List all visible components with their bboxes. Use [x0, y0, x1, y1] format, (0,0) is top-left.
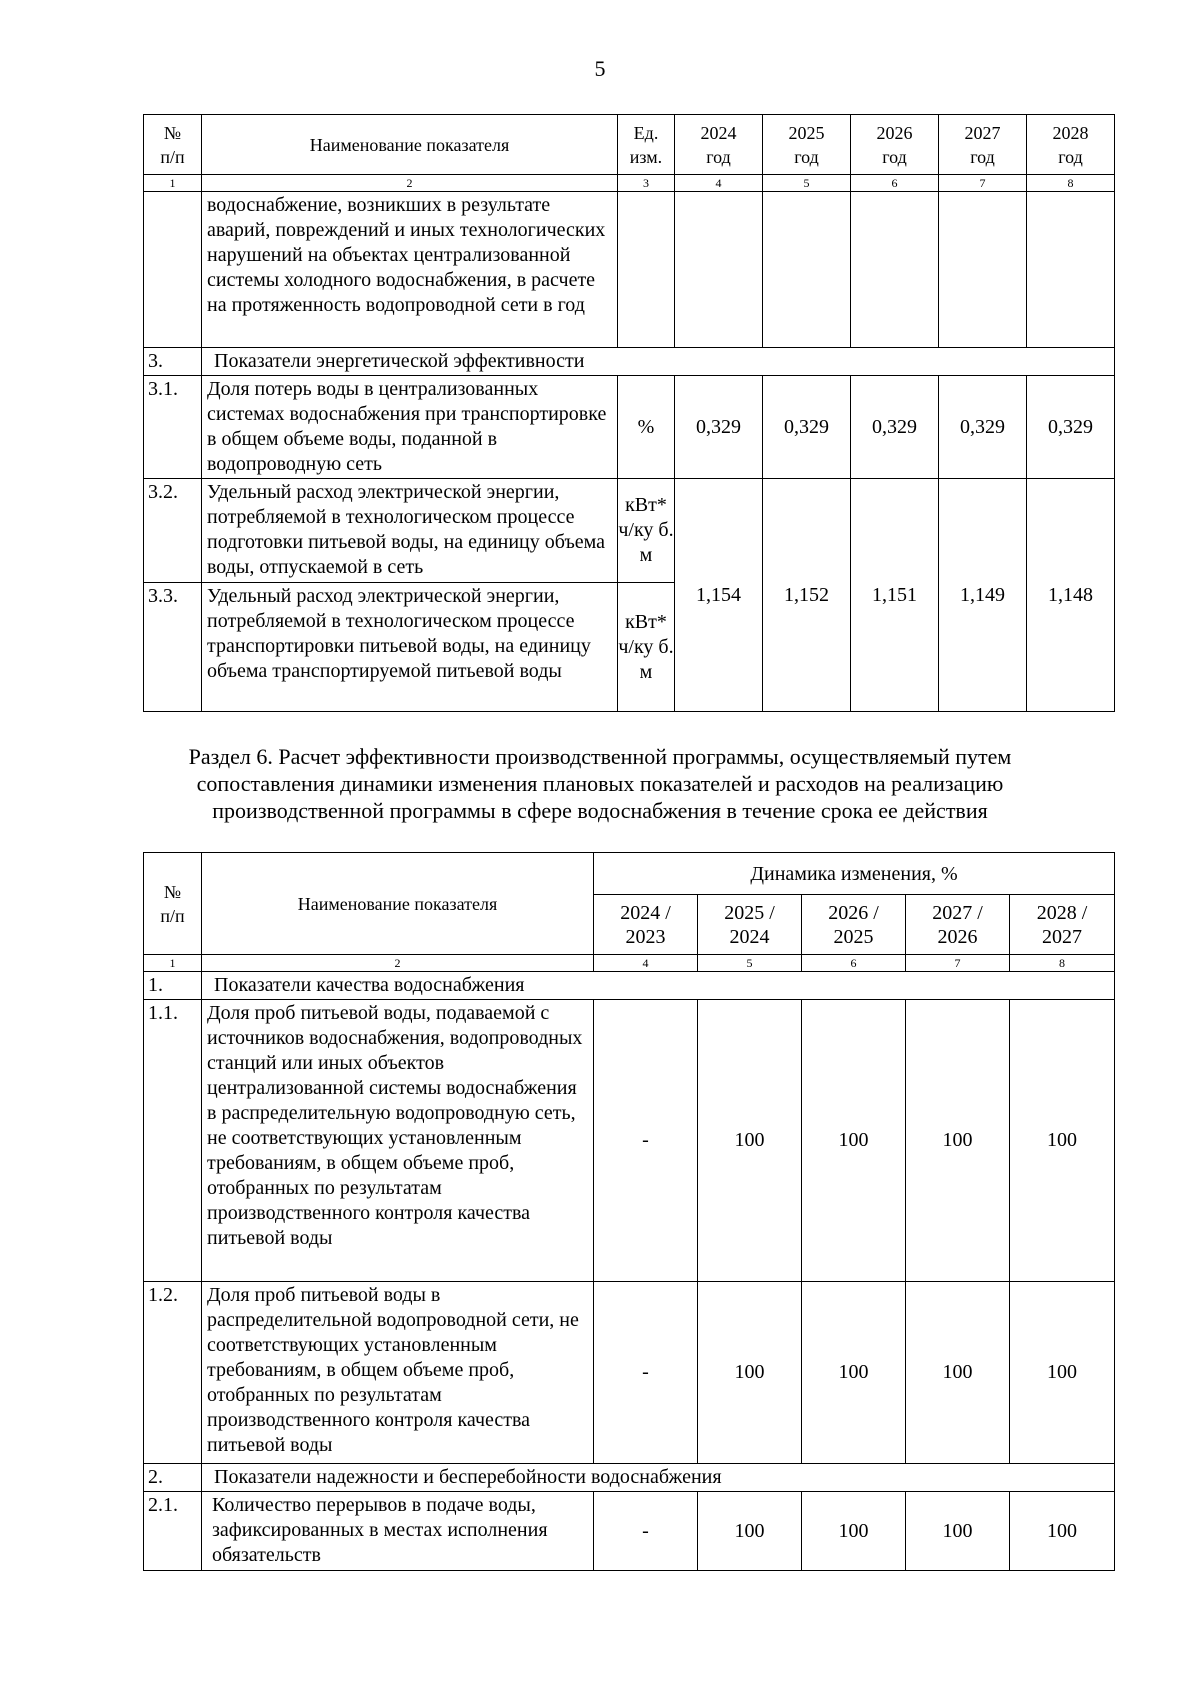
column-number: 4 — [675, 175, 763, 192]
section-row-2 — [144, 1464, 1115, 1492]
section-title: Показатели энергетической эффективности — [202, 348, 1115, 376]
column-number-row — [144, 175, 1115, 192]
section-title: Показатели качества водоснабжения — [202, 972, 1115, 1000]
column-number: 8 — [1027, 175, 1115, 192]
value-cell: 100 — [1010, 1492, 1115, 1571]
row-num-cell — [144, 192, 202, 348]
column-number: 6 — [851, 175, 939, 192]
row-num: 3.3. — [144, 583, 202, 712]
column-number: 2 — [202, 175, 618, 192]
value-cell — [675, 192, 763, 348]
table-row-continued — [144, 192, 1115, 348]
value-cell — [939, 192, 1027, 348]
indicators-table — [143, 114, 1115, 712]
row-unit: кВт* ч/ку б. м — [618, 583, 675, 712]
value-cell: - — [594, 1492, 698, 1571]
row-unit: кВт* ч/ку б. м — [618, 479, 675, 583]
value-2024: 0,329 — [675, 376, 763, 479]
value-2028: 0,329 — [1027, 376, 1115, 479]
column-number: 5 — [698, 955, 802, 972]
row-num: 1.2. — [144, 1282, 202, 1464]
value-cell: 100 — [698, 1492, 802, 1571]
column-number: 1 — [144, 175, 202, 192]
header-num: № п/п — [144, 853, 202, 955]
table-header-row — [144, 115, 1115, 175]
header-period: 2026 / 2025 — [802, 895, 906, 955]
header-year-2028: 2028 год — [1027, 115, 1115, 175]
header-period: 2024 / 2023 — [594, 895, 698, 955]
value-cell — [763, 192, 851, 348]
row-name: Доля потерь воды в централизованных системах водоснабжения при транспортировке в общем объеме воды, поданной в водопроводную сеть — [202, 376, 618, 479]
row-name: Доля проб питьевой воды, подаваемой с источников водоснабжения, водопроводных станций или иных объектов централизованной системы водоснабжения в распределительную водопроводную сеть, не соответствующих установленным требованиям, в общем объеме проб, отобранных по результатам производственного контроля качества питьевой воды — [202, 1000, 594, 1282]
header-unit: Ед. изм. — [618, 115, 675, 175]
header-period: 2025 / 2024 — [698, 895, 802, 955]
merged-value-2024: 1,154 — [675, 479, 763, 712]
column-number: 7 — [939, 175, 1027, 192]
row-num: 1.1. — [144, 1000, 202, 1282]
value-cell: 100 — [1010, 1282, 1115, 1464]
value-cell: 100 — [1010, 1000, 1115, 1282]
table-row-1-1 — [144, 1000, 1115, 1282]
value-cell: 100 — [906, 1492, 1010, 1571]
value-cell — [851, 192, 939, 348]
row-name: Количество перерывов в подаче воды, зафиксированных в местах исполнения обязательств — [202, 1492, 594, 1571]
row-name: Доля проб питьевой воды в распределительной водопроводной сети, не соответствующих установленным требованиям, в общем объеме проб, отобранных по результатам производственного контроля качества питьевой воды — [202, 1282, 594, 1464]
table-row-2-1 — [144, 1492, 1115, 1571]
value-2026: 0,329 — [851, 376, 939, 479]
heading-line: сопоставления динамики изменения плановых показателей и расходов на реализацию — [196, 771, 1004, 796]
row-name-cell: водоснабжение, возникших в результате аварий, повреждений и иных технологических нарушений на объектах централизованной системы холодного водоснабжения, в расчете на протяженность водопроводной сети в год — [202, 192, 618, 348]
section-num: 3. — [144, 348, 202, 376]
column-number: 5 — [763, 175, 851, 192]
column-number: 1 — [144, 955, 202, 972]
column-number: 8 — [1010, 955, 1115, 972]
dynamics-table — [143, 852, 1115, 1571]
value-cell — [1027, 192, 1115, 348]
column-number: 3 — [618, 175, 675, 192]
header-year-2025: 2025 год — [763, 115, 851, 175]
merged-value-2026: 1,151 — [851, 479, 939, 712]
value-cell: 100 — [802, 1492, 906, 1571]
page-number: 5 — [594, 56, 606, 81]
value-cell: 100 — [802, 1000, 906, 1282]
row-num: 3.1. — [144, 376, 202, 479]
header-name: Наименование показателя — [202, 115, 618, 175]
value-2027: 0,329 — [939, 376, 1027, 479]
merged-value-2027: 1,149 — [939, 479, 1027, 712]
merged-value-2028: 1,148 — [1027, 479, 1115, 712]
value-2025: 0,329 — [763, 376, 851, 479]
table-row-1-2 — [144, 1282, 1115, 1464]
value-cell: 100 — [802, 1282, 906, 1464]
section-6-heading — [130, 743, 1070, 824]
header-period: 2028 / 2027 — [1010, 895, 1115, 955]
row-name: Удельный расход электрической энергии, потребляемой в технологическом процессе подготовки питьевой воды, на единицу объема воды, отпускаемой в сеть — [202, 479, 618, 583]
table-row-3-2 — [144, 479, 1115, 583]
row-unit: % — [618, 376, 675, 479]
heading-line: производственной программы в сфере водоснабжения в течение срока ее действия — [212, 798, 988, 823]
section-row-3 — [144, 348, 1115, 376]
value-cell: 100 — [906, 1282, 1010, 1464]
table-header-row — [144, 853, 1115, 895]
header-year-2024: 2024 год — [675, 115, 763, 175]
header-group: Динамика изменения, % — [594, 853, 1115, 895]
row-num: 2.1. — [144, 1492, 202, 1571]
column-number: 6 — [802, 955, 906, 972]
heading-line: Раздел 6. Расчет эффективности производственной программы, осуществляемый путем — [188, 744, 1012, 769]
merged-value-2025: 1,152 — [763, 479, 851, 712]
column-number: 4 — [594, 955, 698, 972]
unit-cell — [618, 192, 675, 348]
column-number-row — [144, 955, 1115, 972]
row-name: Удельный расход электрической энергии, потребляемой в технологическом процессе транспортировки питьевой воды, на единицу объема транспортируемой питьевой воды — [202, 583, 618, 712]
column-number: 7 — [906, 955, 1010, 972]
section-title: Показатели надежности и бесперебойности водоснабжения — [202, 1464, 1115, 1492]
section-num: 1. — [144, 972, 202, 1000]
table-row-3-1 — [144, 376, 1115, 479]
value-cell: 100 — [698, 1000, 802, 1282]
column-number: 2 — [202, 955, 594, 972]
header-year-2026: 2026 год — [851, 115, 939, 175]
value-cell: - — [594, 1000, 698, 1282]
row-num: 3.2. — [144, 479, 202, 583]
value-cell: - — [594, 1282, 698, 1464]
section-num: 2. — [144, 1464, 202, 1492]
value-cell: 100 — [698, 1282, 802, 1464]
header-year-2027: 2027 год — [939, 115, 1027, 175]
header-name: Наименование показателя — [202, 853, 594, 955]
header-period: 2027 / 2026 — [906, 895, 1010, 955]
header-num: № п/п — [144, 115, 202, 175]
value-cell: 100 — [906, 1000, 1010, 1282]
section-row-1 — [144, 972, 1115, 1000]
